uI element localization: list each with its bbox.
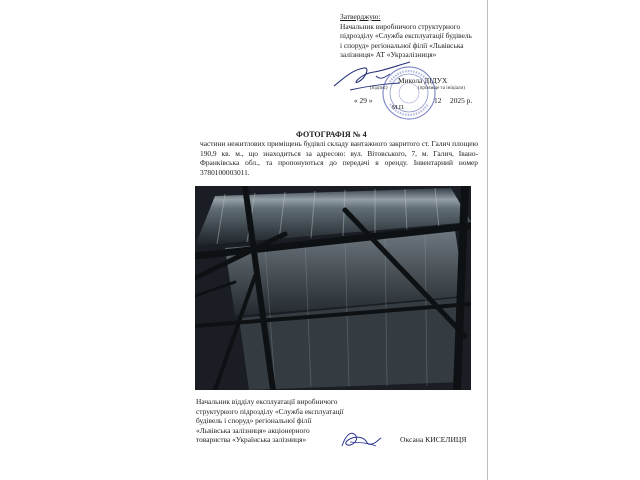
date-year: 2025 р. bbox=[450, 96, 473, 105]
approval-line: залізниця» АТ «Укрзалізниця» bbox=[340, 50, 437, 60]
footer-line: структурного підрозділу «Служба експлуатації bbox=[196, 406, 344, 416]
footer-line: товариства «Українська залізниця» bbox=[196, 435, 307, 445]
date-month: 12 bbox=[434, 96, 442, 105]
footer-line: будівель і споруд» регіональної філії bbox=[196, 416, 312, 426]
approval-heading: Затверджую: bbox=[340, 12, 381, 21]
official-stamp bbox=[380, 64, 438, 122]
warehouse-roof-photo bbox=[195, 186, 471, 390]
footer-line: «Львівська залізниця» акціонерного bbox=[196, 425, 310, 435]
footer-line: Начальник відділу експлуатації виробничого bbox=[196, 397, 338, 406]
document-title: ФОТОГРАФІЯ № 4 bbox=[296, 130, 367, 139]
name-caption: (прізвище та ініціали) bbox=[418, 86, 465, 91]
approval-block bbox=[340, 12, 490, 60]
approval-line: Начальник виробничого структурного bbox=[340, 21, 461, 31]
footer-signatory-name: Оксана КИСЕЛИЦЯ bbox=[400, 435, 467, 444]
footer-signature bbox=[336, 426, 384, 452]
date-day: « 29 » bbox=[354, 96, 373, 105]
signature-caption: (підпис) bbox=[370, 86, 388, 91]
approver-name: Микола ДІДУХ bbox=[398, 76, 448, 85]
document-description: частини нежитлових приміщень будівлі складу вантажного закритого ст. Галич площею 190,9 кв. м., що знаходиться за адресою: вул. Вітовського, 7, м. Галич, Івано-Франківська обл., та пропонуються до передачі в оренду. Інвентарний номер 3780100003011. bbox=[200, 139, 478, 177]
page-edge-divider bbox=[487, 0, 488, 480]
stamp-initials: М.П. bbox=[392, 105, 405, 111]
approval-line: і споруд» регіональної філії «Львівська bbox=[340, 40, 464, 50]
approval-line: підрозділу «Служба експлуатації будівель bbox=[340, 31, 472, 41]
